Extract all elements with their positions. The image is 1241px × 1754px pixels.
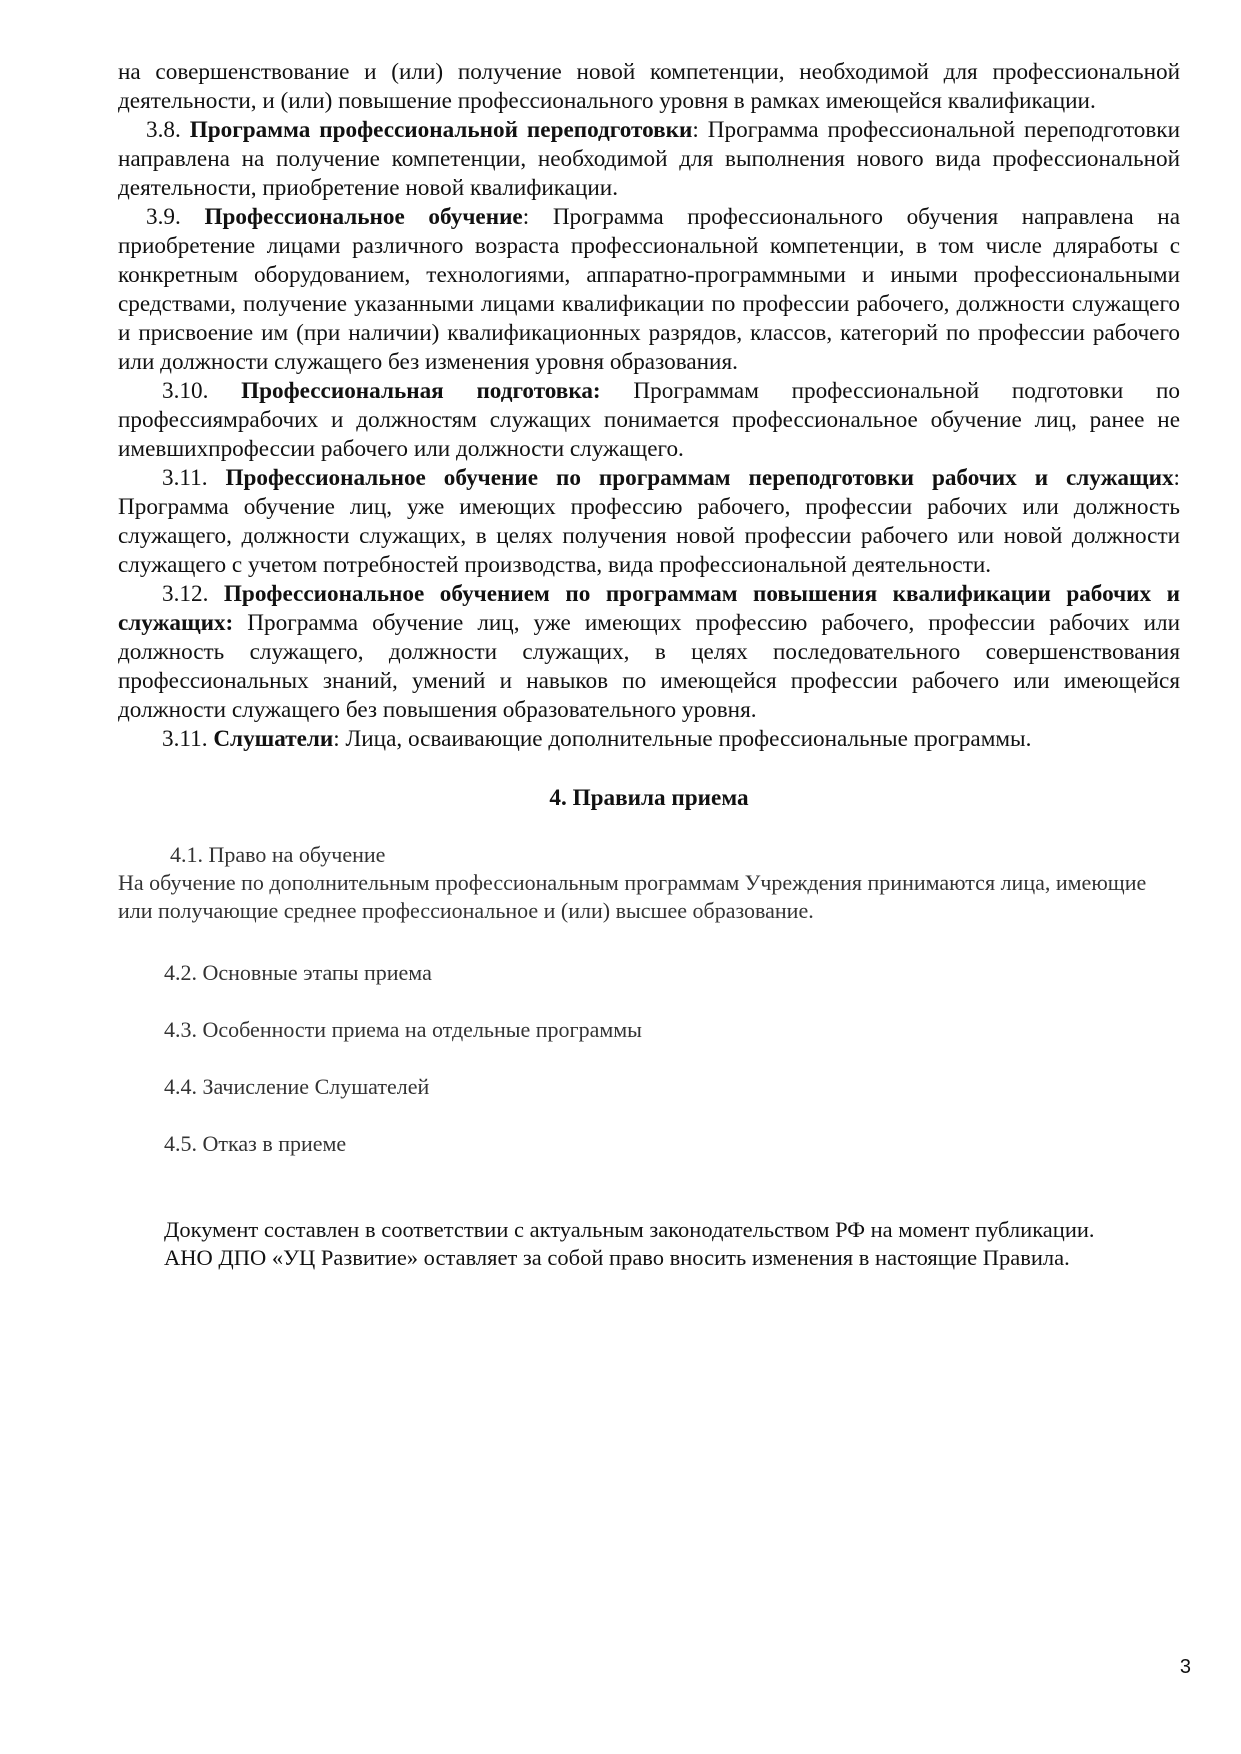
definition-term: Профессиональная подготовка: bbox=[241, 378, 601, 404]
definition-number: 3.10. bbox=[162, 378, 209, 404]
footer-note-line: Документ составлен в соответствии с актуальным законодательством РФ на момент публикации. bbox=[164, 1217, 1095, 1242]
definition-number: 3.12. bbox=[162, 581, 209, 607]
definition-text: Программам профессиональной подготовки по профессиямрабочих и должностям служащих понимается профессиональное обучение лиц, ранее не имевшихпрофессии рабочего или должности служащего. bbox=[118, 378, 1181, 462]
definition-listeners bbox=[118, 725, 1180, 754]
intro-paragraph: на совершенствование и (или) получение новой компетенции, необходимой для профессиональной деятельности, и (или) повышение профессионального уровня в рамках имеющейся квалификации. bbox=[118, 59, 1180, 114]
definition-text: Программа профессионального обучения направлена на приобретение лицами различного возраста профессиональной компетенции, в том числе дляработы с конкретным оборудованием, технологиями, аппаратно-программными и иными профессиональными средствами, получение указанными лицами квалификации по профессии рабочего, должности служащего и присвоение им (при наличии) квалификационных разрядов, классов, категорий по профессии рабочего или должности служащего без изменения уровня образования. bbox=[118, 204, 1180, 375]
definition-number: 3.8. bbox=[146, 117, 181, 143]
definition-number: 3.11. bbox=[162, 465, 208, 491]
section-heading: 4. Правила приема bbox=[549, 785, 749, 811]
subsection-4-4-title: 4.4. Зачисление Слушателей bbox=[164, 1074, 430, 1099]
definition-3-9 bbox=[118, 203, 1180, 377]
definition-3-11 bbox=[118, 464, 1180, 580]
footer-note-line: АНО ДПО «УЦ Развитие» оставляет за собой право вносить изменения в настоящие Правила. bbox=[164, 1245, 1070, 1270]
definition-text: Программа обучение лиц, уже имеющих профессию рабочего, профессии рабочих или должность служащего, должности служащих, в целях получения новой профессии рабочего или новой должности служащего с учетом потребностей производства, вида профессиональной деятельности. bbox=[118, 494, 1180, 578]
definition-3-10 bbox=[118, 377, 1180, 464]
definition-term: Профессиональное обучение по программам переподготовки рабочих и служащих bbox=[225, 465, 1174, 491]
subsection-4-3-title: 4.3. Особенности приема на отдельные программы bbox=[164, 1017, 642, 1042]
subsection-4-1-body: На обучение по дополнительным профессиональным программам Учреждения принимаются лица, имеющие или получающие среднее профессиональное и (или) высшее образование. bbox=[118, 870, 1147, 923]
subsection-4-5-title: 4.5. Отказ в приеме bbox=[164, 1131, 347, 1156]
definition-number: 3.9. bbox=[146, 204, 181, 230]
definition-text: Программа профессиональной переподготовки направлена на получение компетенции, необходимой для выполнения нового вида профессиональной деятельности, приобретение новой квалификации. bbox=[118, 117, 1180, 201]
definition-text: Лица, осваивающие дополнительные профессиональные программы. bbox=[339, 726, 1032, 752]
subsection-4-2-title: 4.2. Основные этапы приема bbox=[164, 960, 432, 985]
footer-note bbox=[118, 1216, 1180, 1272]
definition-text: Программа обучение лиц, уже имеющих профессию рабочего, профессии рабочих или должность служащего, должности служащих, в целях последовательного совершенствования профессиональных знаний, умений и навыков по имеющейся профессии рабочего или имеющейся должности служащего без повышения образовательного уровня. bbox=[118, 610, 1180, 723]
definition-number: 3.11. bbox=[162, 726, 208, 752]
definition-term: Программа профессиональной переподготовки bbox=[189, 117, 693, 143]
definition-3-8 bbox=[118, 116, 1180, 203]
subsection-4-1-title: 4.1. Право на обучение bbox=[170, 842, 386, 867]
page-number: 3 bbox=[1179, 1656, 1191, 1678]
document-page bbox=[118, 58, 1180, 1272]
definition-term: Профессиональное обучением по программам повышения квалификации рабочих и служащих: bbox=[118, 581, 1180, 636]
definition-term: Профессиональное обучение bbox=[204, 204, 523, 230]
definition-separator: : bbox=[692, 117, 699, 143]
definition-3-12 bbox=[118, 580, 1180, 725]
definition-separator: : bbox=[1173, 465, 1180, 491]
definition-separator: : bbox=[333, 726, 340, 752]
definition-term: Слушатели bbox=[213, 726, 334, 752]
definition-separator: : bbox=[522, 204, 530, 230]
